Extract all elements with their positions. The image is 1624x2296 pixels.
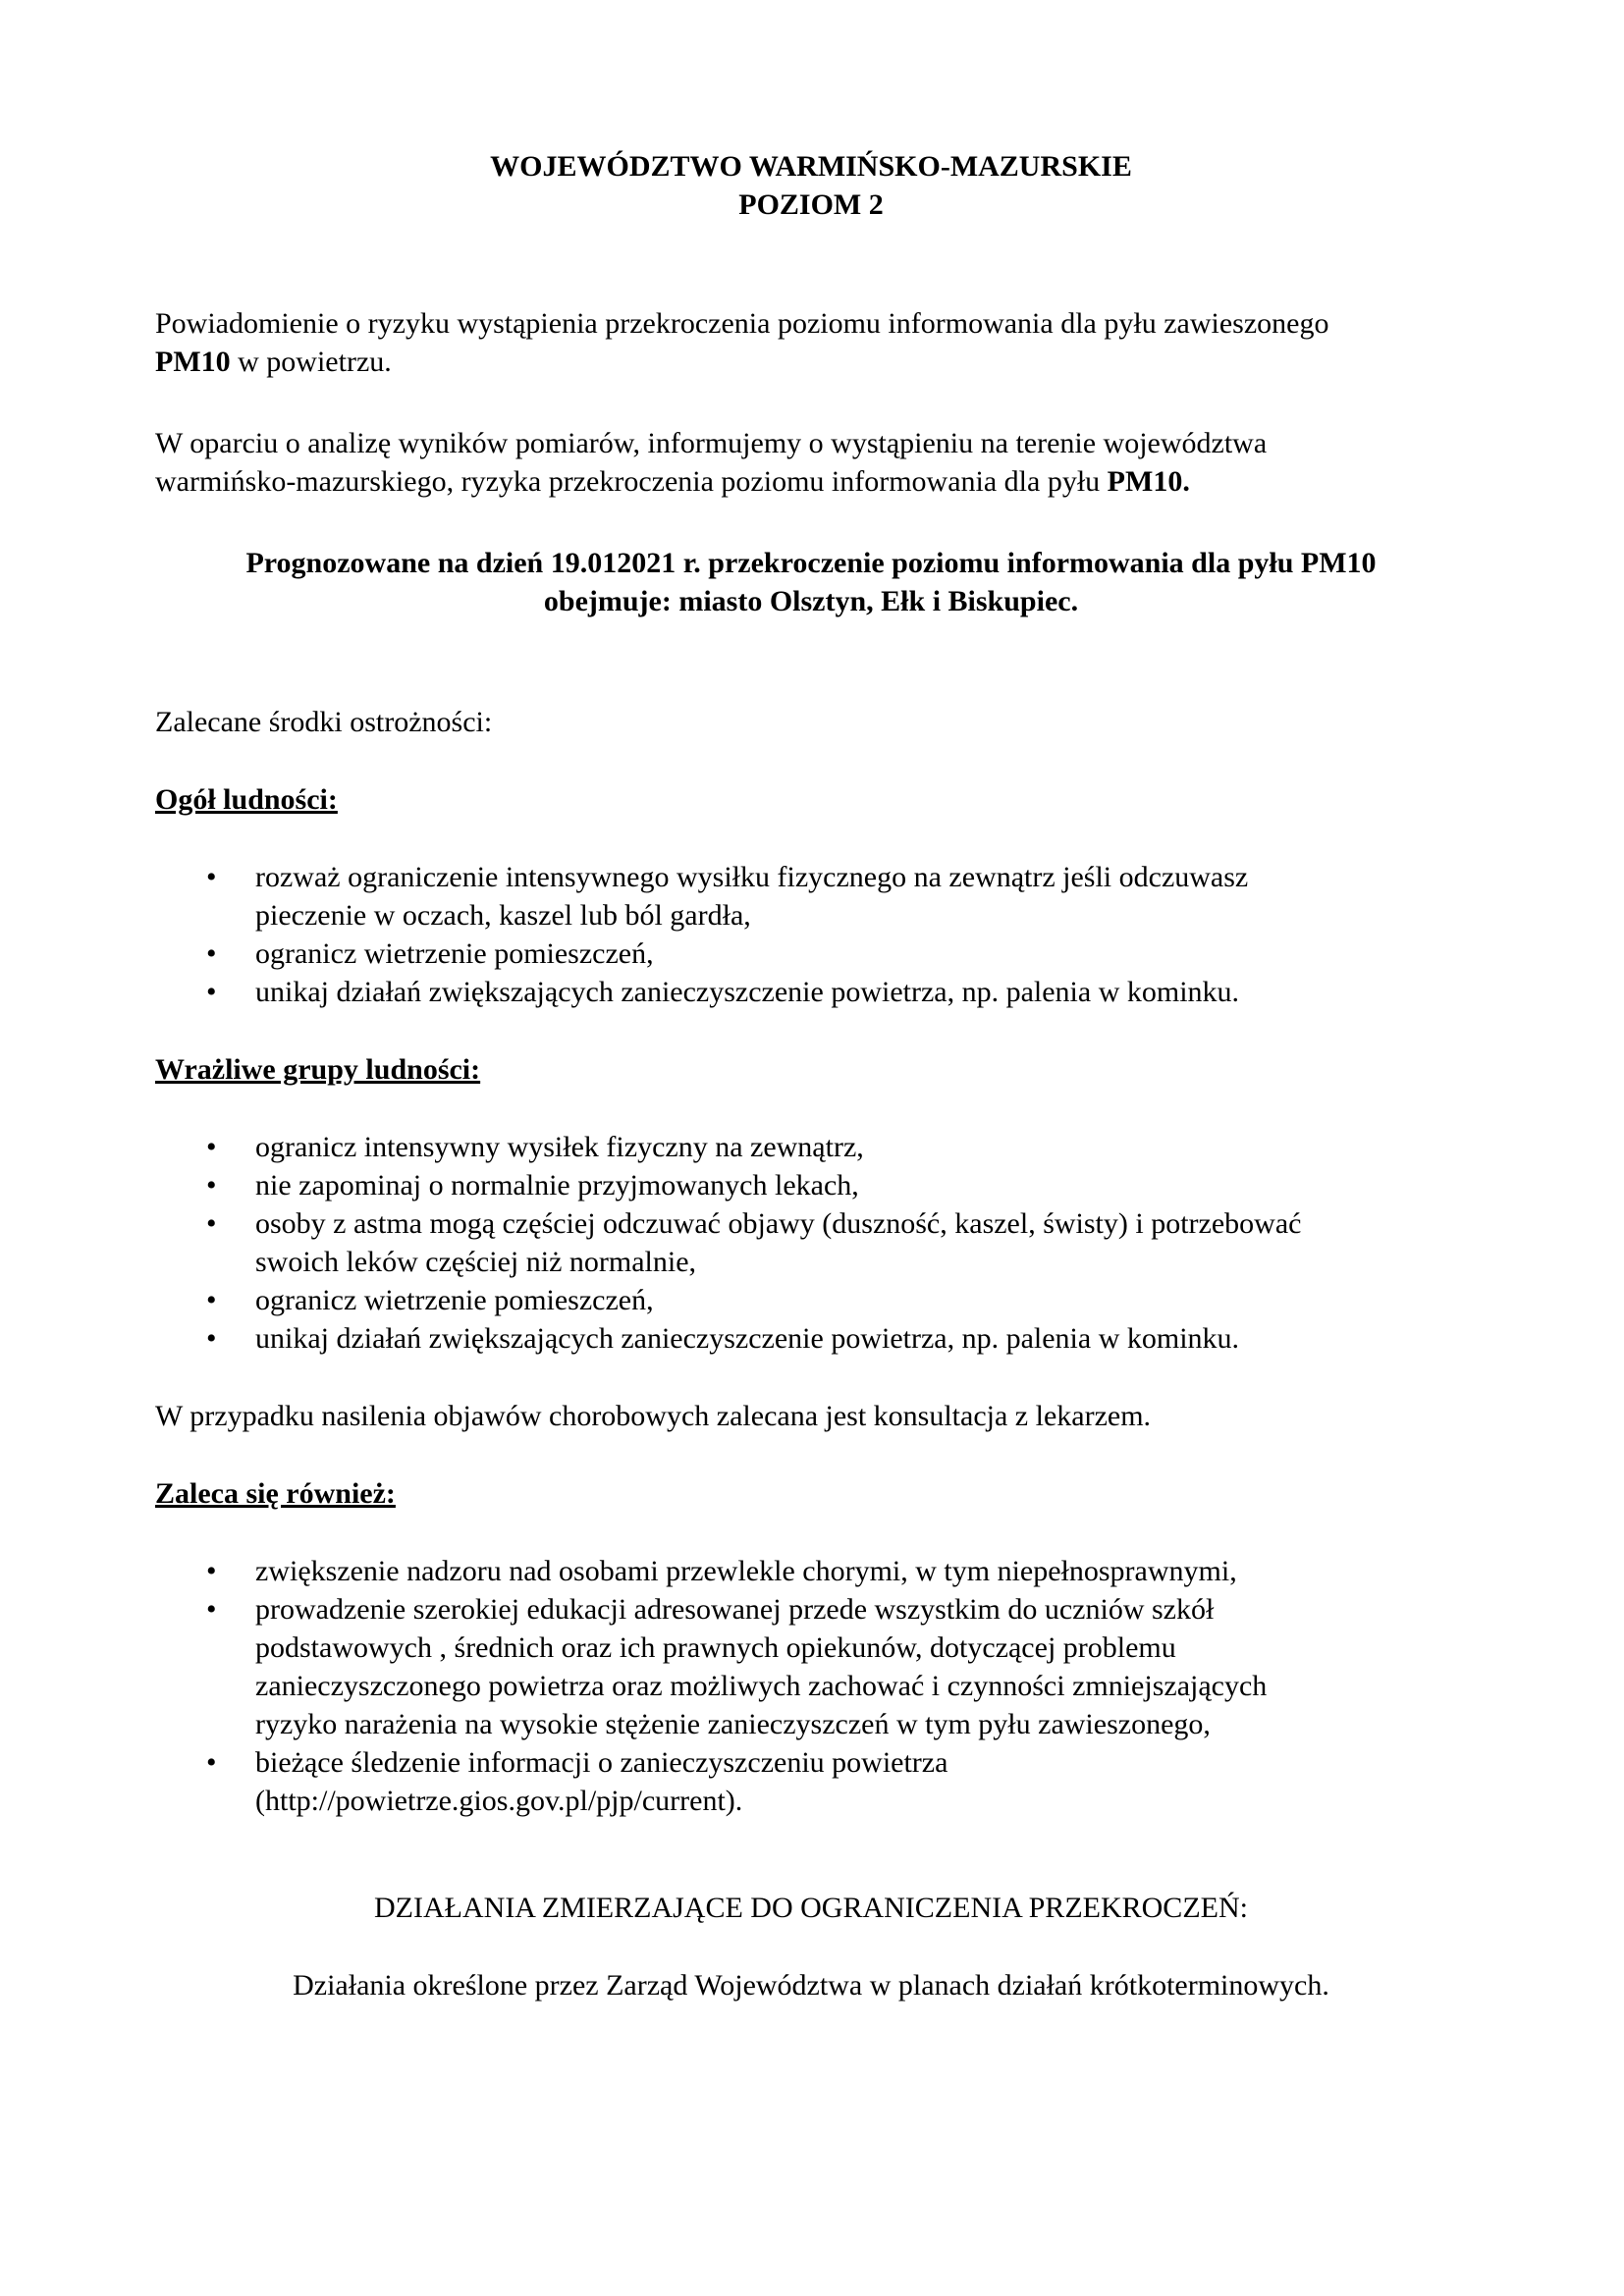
- text-line: • osoby z astma mogą częściej odczuwać objawy (duszność, kaszel, świsty) i potrzebować: [255, 1207, 1302, 1240]
- text-line: pieczenie w oczach, kaszel lub ból gardła,: [255, 899, 751, 932]
- bullet-item: [155, 1128, 1467, 1166]
- bullet-item: [155, 1166, 1467, 1204]
- bullet-item: [155, 858, 1467, 934]
- bold-text: PM10: [155, 346, 231, 378]
- actions-description: Działania określone przez Zarząd Województwa w planach działań krótkoterminowych.: [293, 1969, 1329, 2002]
- notification-paragraph: [155, 304, 1467, 381]
- bullet-item: [155, 934, 1467, 973]
- sensitive-groups-list: [155, 1128, 1467, 1358]
- text-line: ryzyko narażenia na wysokie stężenie zanieczyszczeń w tym pyłu zawieszonego,: [255, 1708, 1211, 1740]
- bullet-item: [155, 1590, 1467, 1743]
- sensitive-groups-heading: Wrażliwe grupy ludności:: [155, 1053, 481, 1086]
- text-line: • ogranicz wietrzenie pomieszczeń,: [255, 937, 654, 970]
- text-line: swoich leków częściej niż normalnie,: [255, 1246, 697, 1278]
- paragraph-line: Powiadomienie o ryzyku wystąpienia przekroczenia poziomu informowania dla pyłu zawieszonego: [155, 307, 1329, 340]
- text-line: zanieczyszczonego powietrza oraz możliwych zachować i czynności zmniejszających: [255, 1670, 1268, 1702]
- also-recommended-heading: Zaleca się również:: [155, 1477, 396, 1510]
- general-population-heading: Ogół ludności:: [155, 783, 338, 816]
- title-line-1: WOJEWÓDZTWO WARMIŃSKO-MAZURSKIE: [490, 150, 1132, 183]
- paragraph-line: [155, 343, 1467, 381]
- text-line: • rozważ ograniczenie intensywnego wysiłku fizycznego na zewnątrz jeśli odczuwasz: [255, 861, 1249, 893]
- paragraph-text: warmińsko-mazurskiego, ryzyka przekroczenia poziomu informowania dla pyłu: [155, 465, 1108, 498]
- text-line: podstawowych , średnich oraz ich prawnych opiekunów, dotyczącej problemu: [255, 1631, 1176, 1664]
- bullet-item: [155, 1552, 1467, 1590]
- text-line: • zwiększenie nadzoru nad osobami przewlekle chorymi, w tym niepełnosprawnymi,: [255, 1555, 1237, 1587]
- bullet-item: [155, 1204, 1467, 1281]
- general-population-list: [155, 858, 1467, 1011]
- bullet-item: [155, 973, 1467, 1011]
- analysis-paragraph: [155, 424, 1467, 501]
- precautions-intro: Zalecane środki ostrożności:: [155, 706, 493, 738]
- paragraph-text: w powietrzu.: [230, 346, 392, 378]
- text-line: • ogranicz intensywny wysiłek fizyczny na zewnątrz,: [255, 1131, 864, 1163]
- text-line: • prowadzenie szerokiej edukacji adresowanej przede wszystkim do uczniów szkół: [255, 1593, 1215, 1626]
- title-line-2: POZIOM 2: [738, 188, 884, 221]
- forecast-line-2: obejmuje: miasto Olsztyn, Ełk i Biskupiec.: [543, 585, 1079, 617]
- text-line: • bieżące śledzenie informacji o zanieczyszczeniu powietrza: [255, 1746, 948, 1779]
- forecast-line-1: Prognozowane na dzień 19.012021 r. przekroczenie poziomu informowania dla pyłu PM10: [245, 547, 1377, 579]
- text-line: • unikaj działań zwiększających zanieczyszczenie powietrza, np. palenia w kominku.: [255, 976, 1240, 1008]
- forecast-heading: [155, 544, 1467, 620]
- paragraph-line: [155, 462, 1467, 501]
- actions-heading: DZIAŁANIA ZMIERZAJĄCE DO OGRANICZENIA PRZEKROCZEŃ:: [374, 1892, 1248, 1924]
- bullet-item: [155, 1281, 1467, 1319]
- also-recommended-list: [155, 1552, 1467, 1820]
- bullet-item: [155, 1319, 1467, 1358]
- text-line: (http://powietrze.gios.gov.pl/pjp/current).: [255, 1785, 743, 1817]
- doctor-note: W przypadku nasilenia objawów chorobowych zalecana jest konsultacja z lekarzem.: [155, 1400, 1152, 1432]
- document-title: [155, 147, 1467, 224]
- bold-text: PM10.: [1107, 465, 1190, 498]
- paragraph-line: W oparciu o analizę wyników pomiarów, informujemy o wystąpieniu na terenie województwa: [155, 427, 1268, 459]
- text-line: • nie zapominaj o normalnie przyjmowanych lekach,: [255, 1169, 859, 1201]
- bullet-item: [155, 1743, 1467, 1820]
- text-line: • unikaj działań zwiększających zanieczyszczenie powietrza, np. palenia w kominku.: [255, 1322, 1240, 1355]
- text-line: • ogranicz wietrzenie pomieszczeń,: [255, 1284, 654, 1316]
